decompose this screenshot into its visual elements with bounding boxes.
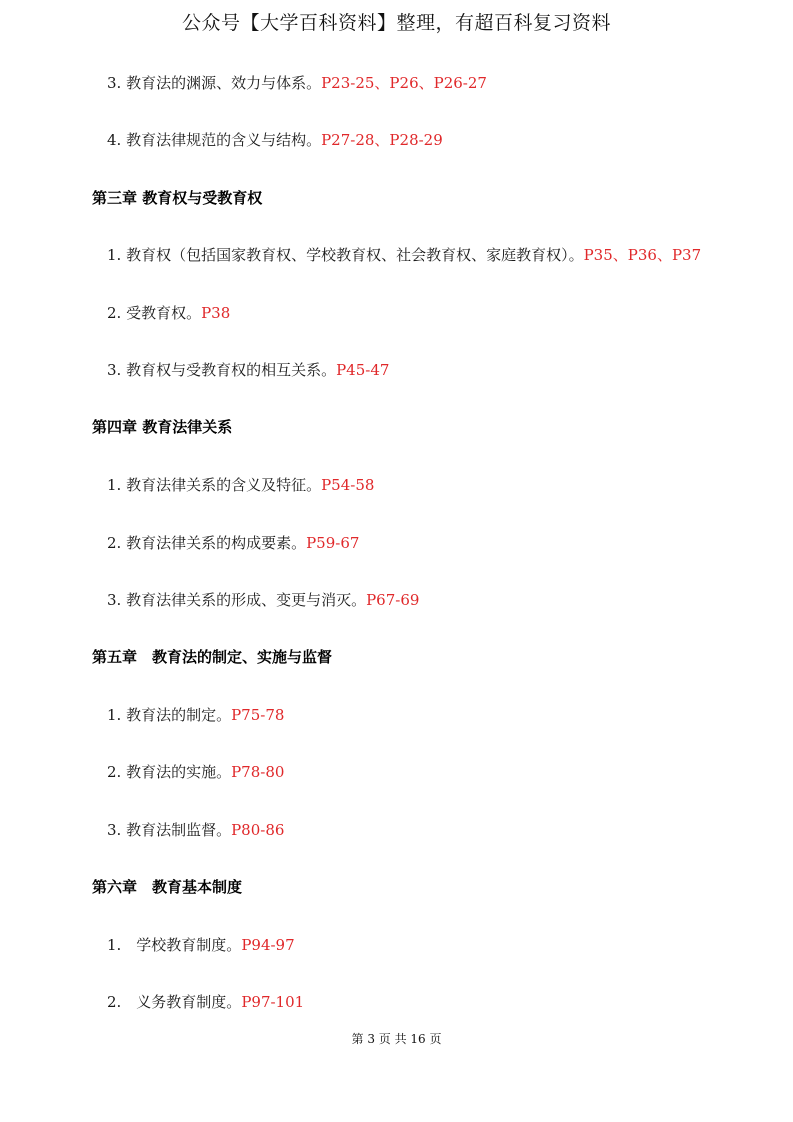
chapter-heading (92, 187, 262, 208)
item-text: 3. 教育权与受教育权的相互关系。 (107, 361, 337, 379)
chapter-heading (92, 876, 242, 897)
item-text: 1. 教育法的制定。 (107, 706, 232, 724)
page-reference: P78-80 (231, 763, 285, 781)
page-reference: P75-78 (231, 706, 285, 724)
chapter-title: 第三章 教育权与受教育权 (92, 189, 263, 207)
page-reference: P45-47 (336, 361, 390, 379)
page-footer: 第 3 页 共 16 页 (351, 1032, 442, 1046)
chapter-title: 第六章 教育基本制度 (92, 878, 243, 896)
page-reference: P35、P36、P37 (583, 246, 702, 264)
item-text: 1. 学校教育制度。 (107, 936, 242, 954)
page-reference: P54-58 (321, 476, 375, 494)
list-item (107, 72, 487, 93)
page-reference: P67-69 (366, 591, 420, 609)
page-header: 公众号【大学百科资料】整理，有超百科复习资料 (181, 12, 611, 34)
list-item (107, 934, 295, 955)
chapter-title: 第五章 教育法的制定、实施与监督 (92, 648, 333, 666)
list-item (107, 589, 419, 610)
page-reference: P38 (201, 304, 231, 322)
item-text: 4. 教育法律规范的含义与结构。 (107, 131, 322, 149)
chapter-title: 第四章 教育法律关系 (92, 418, 233, 436)
item-text: 2. 义务教育制度。 (107, 993, 242, 1011)
list-item (107, 302, 230, 323)
item-text: 1. 教育权（包括国家教育权、学校教育权、社会教育权、家庭教育权）。 (107, 246, 584, 264)
page-reference: P94-97 (241, 936, 295, 954)
item-text: 1. 教育法律关系的含义及特征。 (107, 476, 322, 494)
list-item (107, 474, 374, 495)
list-item (107, 704, 284, 725)
list-item (107, 819, 284, 840)
list-item (107, 359, 389, 380)
list-item (107, 532, 359, 553)
item-text: 3. 教育法制监督。 (107, 821, 232, 839)
item-text: 2. 教育法的实施。 (107, 763, 232, 781)
item-text: 3. 教育法的渊源、效力与体系。 (107, 74, 322, 92)
chapter-heading (92, 416, 232, 437)
page-reference: P59-67 (306, 534, 360, 552)
page-reference: P23-25、P26、P26-27 (321, 74, 487, 92)
item-text: 3. 教育法律关系的形成、变更与消灭。 (107, 591, 367, 609)
list-item (107, 991, 304, 1012)
page-reference: P97-101 (241, 993, 305, 1011)
page-reference: P80-86 (231, 821, 285, 839)
list-item (107, 244, 701, 265)
list-item (107, 129, 443, 150)
item-text: 2. 受教育权。 (107, 304, 202, 322)
item-text: 2. 教育法律关系的构成要素。 (107, 534, 307, 552)
page-reference: P27-28、P28-29 (321, 131, 443, 149)
list-item (107, 761, 284, 782)
chapter-heading (92, 646, 332, 667)
